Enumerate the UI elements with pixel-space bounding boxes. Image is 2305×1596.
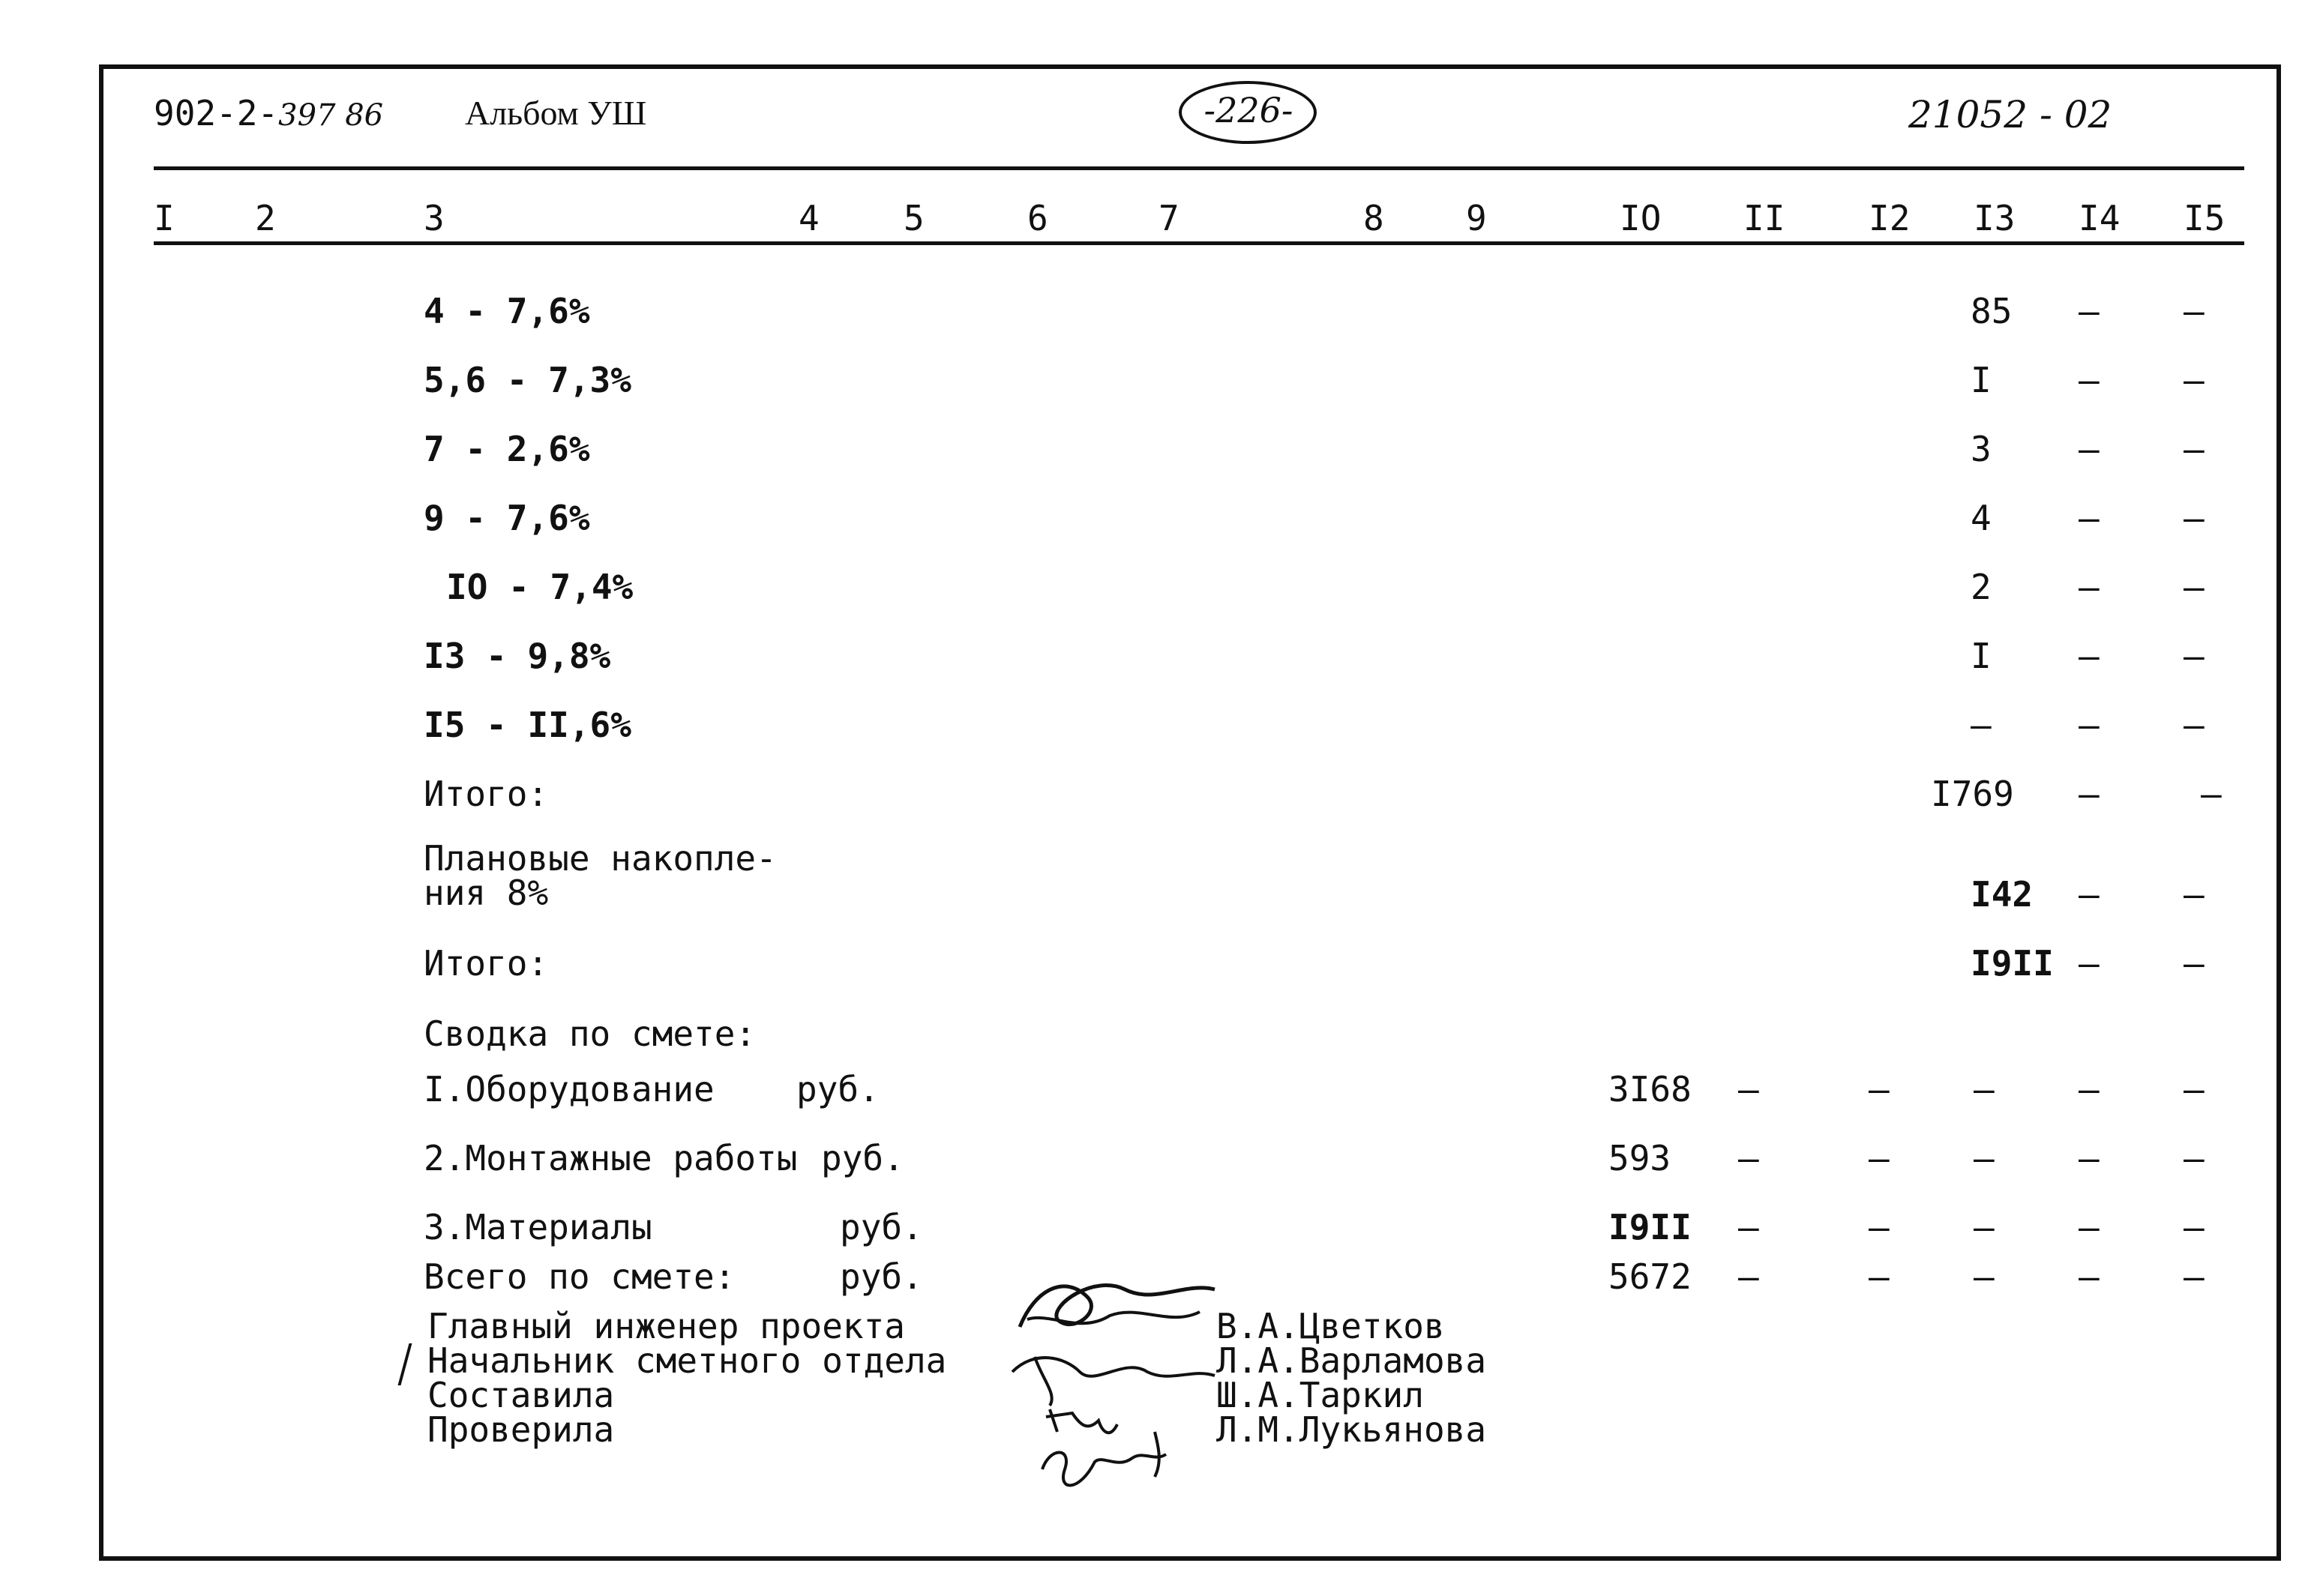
signer-role: Начальник сметного отдела bbox=[427, 1340, 947, 1381]
row-c13: – bbox=[1971, 705, 1992, 745]
signer-role: Составила bbox=[427, 1375, 615, 1415]
column-header-divider bbox=[154, 241, 2244, 245]
summary-item-label: 3.Материалы bbox=[424, 1207, 652, 1247]
summary-item-label: I.Оборудование bbox=[424, 1069, 715, 1109]
header-divider bbox=[154, 166, 2244, 170]
summary-item-unit: руб. bbox=[821, 1138, 904, 1178]
summary-dash: – bbox=[2184, 1138, 2205, 1178]
col-header: I3 bbox=[1974, 198, 2016, 238]
total-c15: – bbox=[2184, 943, 2205, 984]
subtotal-c13: I769 bbox=[1931, 774, 2014, 814]
row-c14: – bbox=[2079, 429, 2100, 469]
summary-dash: – bbox=[1869, 1069, 1890, 1109]
row-label: 5,6 - 7,3% bbox=[424, 360, 631, 400]
row-label: 4 - 7,6% bbox=[424, 291, 590, 331]
signer-name: Ш.А.Таркил bbox=[1216, 1375, 1424, 1415]
row-c14: – bbox=[2079, 705, 2100, 745]
subtotal-c14: – bbox=[2079, 774, 2100, 814]
page-number: -226- bbox=[1203, 90, 1293, 130]
col-header: 9 bbox=[1466, 198, 1487, 238]
summary-dash: – bbox=[1869, 1256, 1890, 1297]
row-label: I3 - 9,8% bbox=[424, 636, 611, 676]
col-header: 5 bbox=[904, 198, 925, 238]
summary-item-c10: 5672 bbox=[1608, 1256, 1692, 1297]
row-label: 7 - 2,6% bbox=[424, 429, 590, 469]
subtotal-label: Итого: bbox=[424, 774, 549, 814]
summary-dash: – bbox=[2184, 1256, 2205, 1297]
planned-savings-label: Плановые накопле- bbox=[424, 838, 777, 879]
row-c15: – bbox=[2184, 291, 2205, 331]
signer-role: Главный инженер проекта bbox=[427, 1306, 905, 1346]
signer-role: Проверила bbox=[427, 1409, 615, 1450]
col-header: 2 bbox=[255, 198, 276, 238]
row-c15: – bbox=[2184, 705, 2205, 745]
signer-name: Л.А.Варламова bbox=[1216, 1340, 1487, 1381]
col-header: 4 bbox=[799, 198, 820, 238]
col-header: I5 bbox=[2184, 198, 2226, 238]
summary-item-c10: 593 bbox=[1608, 1138, 1671, 1178]
row-c15: – bbox=[2184, 567, 2205, 607]
planned-savings-label-cont: ния 8% bbox=[424, 873, 549, 913]
col-header: IO bbox=[1620, 198, 1662, 238]
row-c14: – bbox=[2079, 636, 2100, 676]
row-c14: – bbox=[2079, 567, 2100, 607]
summary-title: Сводка по смете: bbox=[424, 1014, 757, 1054]
summary-dash: – bbox=[2079, 1138, 2100, 1178]
col-header: II bbox=[1743, 198, 1785, 238]
summary-item-unit: руб. bbox=[796, 1069, 880, 1109]
row-label: I5 - II,6% bbox=[424, 705, 631, 745]
row-c13: I bbox=[1971, 360, 1992, 400]
album-label: Альбом УШ bbox=[465, 94, 647, 132]
row-label: 9 - 7,6% bbox=[424, 498, 590, 538]
summary-item-unit: руб. bbox=[840, 1256, 923, 1297]
summary-dash: – bbox=[1974, 1069, 1995, 1109]
row-c13: 2 bbox=[1971, 567, 1992, 607]
summary-dash: – bbox=[1974, 1207, 1995, 1247]
summary-dash: – bbox=[1738, 1138, 1759, 1178]
summary-item-label: 2.Монтажные работы bbox=[424, 1138, 798, 1178]
total-c13: I9II bbox=[1971, 943, 2054, 984]
row-c15: – bbox=[2184, 498, 2205, 538]
sheet-code: 21052 - 02 bbox=[1908, 93, 2112, 136]
col-header: I2 bbox=[1869, 198, 1911, 238]
handwritten-signatures bbox=[1005, 1244, 1230, 1499]
summary-dash: – bbox=[2079, 1256, 2100, 1297]
total-c14: – bbox=[2079, 943, 2100, 984]
col-header: I4 bbox=[2079, 198, 2121, 238]
summary-dash: – bbox=[1738, 1256, 1759, 1297]
row-c15: – bbox=[2184, 360, 2205, 400]
col-header: 3 bbox=[424, 198, 445, 238]
planned-savings-c15: – bbox=[2184, 874, 2205, 915]
summary-dash: – bbox=[2184, 1207, 2205, 1247]
col-header: 7 bbox=[1158, 198, 1179, 238]
summary-dash: – bbox=[2184, 1069, 2205, 1109]
row-c14: – bbox=[2079, 360, 2100, 400]
row-c14: – bbox=[2079, 498, 2100, 538]
col-header: I bbox=[154, 198, 175, 238]
col-header: 8 bbox=[1363, 198, 1384, 238]
col-header: 6 bbox=[1027, 198, 1048, 238]
signer-name: В.А.Цветков bbox=[1216, 1306, 1445, 1346]
total-label: Итого: bbox=[424, 943, 549, 984]
summary-dash: – bbox=[1869, 1138, 1890, 1178]
row-c15: – bbox=[2184, 429, 2205, 469]
summary-item-c10: 3I68 bbox=[1608, 1069, 1692, 1109]
row-c14: – bbox=[2079, 291, 2100, 331]
doc-code-handwritten: 397 86 bbox=[278, 98, 384, 133]
summary-dash: – bbox=[2079, 1069, 2100, 1109]
summary-dash: – bbox=[1738, 1069, 1759, 1109]
signer-name: Л.М.Лукьянова bbox=[1216, 1409, 1487, 1450]
summary-item-unit: руб. bbox=[840, 1207, 923, 1247]
row-label: IO - 7,4% bbox=[446, 567, 634, 607]
summary-dash: – bbox=[1738, 1207, 1759, 1247]
summary-item-label: Всего по смете: bbox=[424, 1256, 736, 1297]
summary-dash: – bbox=[1869, 1207, 1890, 1247]
row-c13: 85 bbox=[1971, 291, 2013, 331]
row-c13: 4 bbox=[1971, 498, 1992, 538]
planned-savings-c14: – bbox=[2079, 874, 2100, 915]
summary-dash: – bbox=[2079, 1207, 2100, 1247]
planned-savings-c13: I42 bbox=[1971, 874, 2034, 915]
summary-item-c10: I9II bbox=[1608, 1207, 1692, 1247]
row-c13: I bbox=[1971, 636, 1992, 676]
doc-code-typed: 902-2- bbox=[154, 93, 279, 133]
summary-dash: – bbox=[1974, 1256, 1995, 1297]
summary-dash: – bbox=[1974, 1138, 1995, 1178]
doc-code bbox=[154, 93, 384, 133]
row-c13: 3 bbox=[1971, 429, 1992, 469]
subtotal-c15: – bbox=[2201, 774, 2222, 814]
row-c15: – bbox=[2184, 636, 2205, 676]
